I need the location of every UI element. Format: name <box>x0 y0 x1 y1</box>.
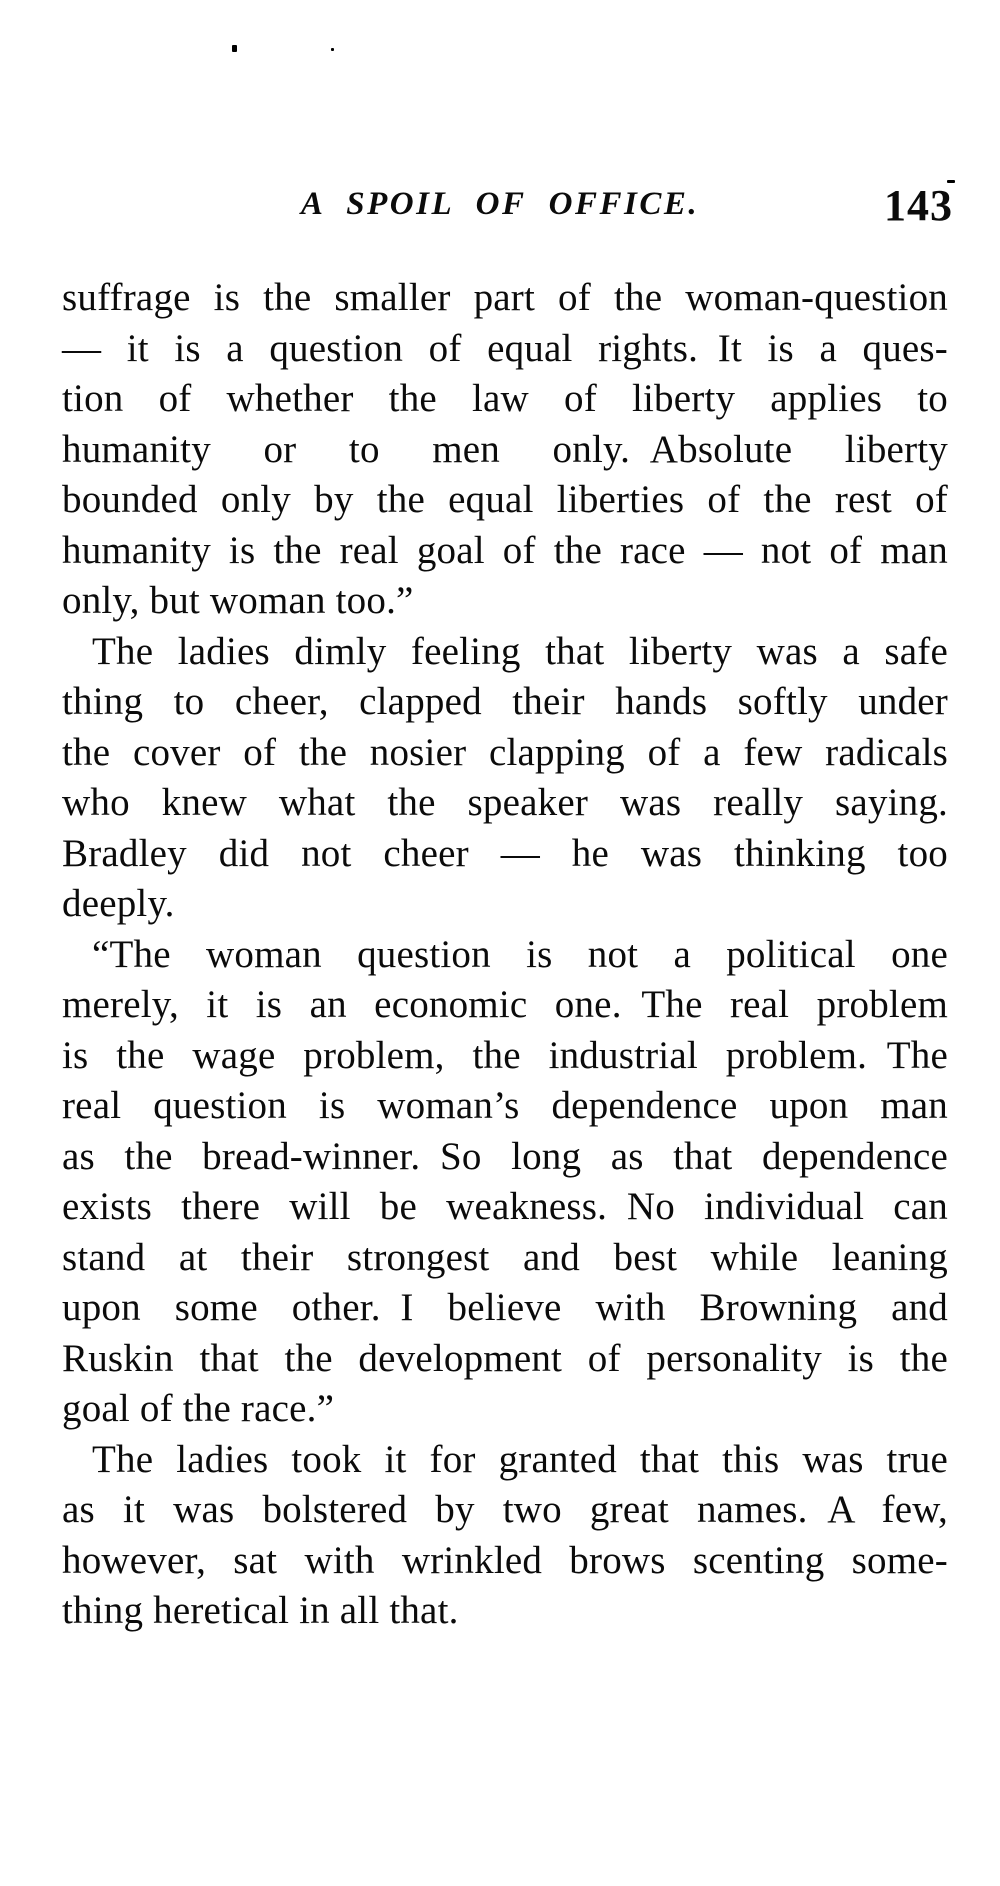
text-line: stand at their strongest and best while leaning <box>62 1235 948 1279</box>
text-line: The ladies dimly feeling that liberty was a safe <box>92 629 948 673</box>
text-line: humanity is the real goal of the race — not of man <box>62 528 948 572</box>
text-line: suffrage is the smaller part of the woman-question <box>62 276 948 319</box>
text-line: however, sat with wrinkled brows scenting some- <box>62 1538 948 1582</box>
text-line: humanity or to men only. Absolute liberty <box>62 427 948 471</box>
text-line: tion of whether the law of liberty applies to <box>62 377 948 420</box>
paragraph-2 <box>62 627 948 930</box>
paragraph-1 <box>62 273 948 627</box>
page-number: 143 <box>884 181 953 230</box>
text-line: bounded only by the equal liberties of the rest of <box>62 478 948 521</box>
text-line: Bradley did not cheer — he was thinking too <box>62 831 948 875</box>
ink-speck <box>232 45 237 52</box>
text-line: as it was bolstered by two great names. A few, <box>62 1488 948 1531</box>
book-title-header: A SPOIL OF OFFICE. <box>300 186 700 222</box>
ink-speck <box>331 48 334 51</box>
body-text <box>62 273 948 1637</box>
text-line: merely, it is an economic one. The real problem <box>62 983 948 1026</box>
text-line: as the bread-winner. So long as that dependence <box>62 1134 948 1178</box>
paragraph-3 <box>62 930 948 1435</box>
running-header <box>0 181 1000 232</box>
text-line: “The woman question is not a political one <box>92 932 948 976</box>
text-line: the cover of the nosier clapping of a few radicals <box>62 730 948 774</box>
text-line: upon some other. I believe with Browning and <box>62 1286 948 1329</box>
text-line: The ladies took it for granted that this was true <box>92 1437 948 1481</box>
text-line: deeply. <box>62 882 175 925</box>
text-line: — it is a question of equal rights. It is a ques- <box>62 326 948 370</box>
text-line: Ruskin that the development of personality is the <box>62 1336 948 1380</box>
text-line: real question is woman’s dependence upon man <box>62 1084 948 1127</box>
text-line: goal of the race.” <box>62 1387 335 1430</box>
text-line: only, but woman too.” <box>62 579 414 622</box>
text-line: is the wage problem, the industrial problem. The <box>62 1033 948 1077</box>
text-line: thing to cheer, clapped their hands softly under <box>62 680 948 723</box>
text-line: who knew what the speaker was really saying. <box>62 781 948 824</box>
paragraph-4 <box>62 1435 948 1637</box>
text-line: thing heretical in all that. <box>62 1589 459 1632</box>
text-line: exists there will be weakness. No individual can <box>62 1185 948 1228</box>
